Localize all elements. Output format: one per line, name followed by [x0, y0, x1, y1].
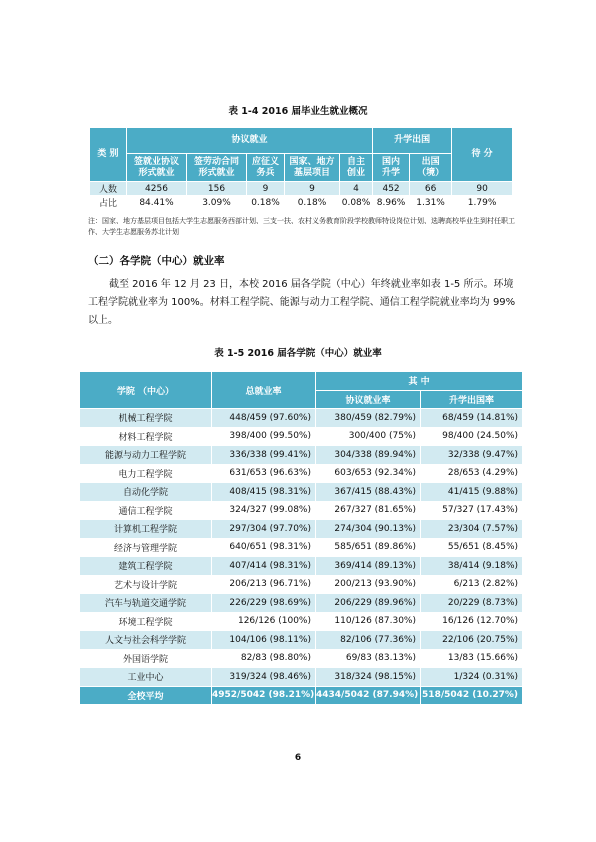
table-row	[80, 464, 523, 483]
rate-cell: 380/459 (82.79%)	[316, 409, 421, 428]
rate-cell: 1/324 (0.31%)	[421, 668, 523, 687]
college-name-cell: 外国语学院	[80, 649, 212, 668]
rate-cell: 69/83 (83.13%)	[316, 649, 421, 668]
cell: 4	[340, 182, 373, 196]
rate-cell: 206/213 (96.71%)	[212, 575, 316, 594]
rate-cell: 38/414 (9.18%)	[421, 557, 523, 576]
agreement-header: 协议就业	[127, 128, 373, 154]
table-row	[80, 557, 523, 576]
cell: 90	[452, 182, 513, 196]
rate-cell: 126/126 (100%)	[212, 612, 316, 631]
table-row	[90, 182, 513, 196]
rate-cell: 398/400 (99.50%)	[212, 427, 316, 446]
cell: 0.08%	[340, 196, 373, 210]
table-1-5-caption: 表 1-5 2016 届各学院（中心）就业率	[214, 348, 382, 359]
further-study-header: 升学出国	[373, 128, 452, 154]
rate-cell: 631/653 (96.63%)	[212, 464, 316, 483]
total-rate-cell: 4952/5042 (98.21%)	[212, 686, 316, 705]
further-rate-header: 升学出国率	[421, 390, 523, 409]
college-name-cell: 自动化学院	[80, 483, 212, 502]
table-row	[80, 538, 523, 557]
college-name-cell: 人文与社会科学学院	[80, 631, 212, 650]
cell: 9	[285, 182, 340, 196]
among-header: 其 中	[316, 372, 523, 391]
college-name-cell: 计算机工程学院	[80, 520, 212, 539]
rate-cell: 336/338 (99.41%)	[212, 446, 316, 465]
cell: 156	[187, 182, 247, 196]
sub-header: 应征义务兵	[247, 154, 285, 182]
cell: 9	[247, 182, 285, 196]
rate-cell: 98/400 (24.50%)	[421, 427, 523, 446]
rate-cell: 369/414 (89.13%)	[316, 557, 421, 576]
college-name-cell: 经济与管理学院	[80, 538, 212, 557]
table-row	[80, 631, 523, 650]
cell: 452	[373, 182, 410, 196]
total-rate-header: 总就业率	[212, 372, 316, 409]
rate-cell: 104/106 (98.11%)	[212, 631, 316, 650]
sub-header: 国家、地方基层项目	[285, 154, 340, 182]
sub-header: 签就业协议形式就业	[127, 154, 187, 182]
rate-cell: 324/327 (99.08%)	[212, 501, 316, 520]
rate-cell: 300/400 (75%)	[316, 427, 421, 446]
rate-cell: 57/327 (17.43%)	[421, 501, 523, 520]
sub-header: 出国（境）	[410, 154, 452, 182]
rate-cell: 6/213 (2.82%)	[421, 575, 523, 594]
rate-cell: 367/415 (88.43%)	[316, 483, 421, 502]
cell: 1.79%	[452, 196, 513, 210]
college-name-cell: 机械工程学院	[80, 409, 212, 428]
college-name-cell: 材料工程学院	[80, 427, 212, 446]
rate-cell: 68/459 (14.81%)	[421, 409, 523, 428]
cell: 1.31%	[410, 196, 452, 210]
table-row	[80, 649, 523, 668]
rate-cell: 110/126 (87.30%)	[316, 612, 421, 631]
row-label: 占比	[90, 196, 127, 210]
college-employment-table	[79, 371, 523, 705]
rate-cell: 28/653 (4.29%)	[421, 464, 523, 483]
college-name-cell: 工业中心	[80, 668, 212, 687]
category-header: 类 别	[90, 128, 127, 182]
college-name-cell: 建筑工程学院	[80, 557, 212, 576]
rate-cell: 82/106 (77.36%)	[316, 631, 421, 650]
cell: 66	[410, 182, 452, 196]
rate-cell: 32/338 (9.47%)	[421, 446, 523, 465]
rate-cell: 55/651 (8.45%)	[421, 538, 523, 557]
sub-header: 国内升学	[373, 154, 410, 182]
rate-cell: 13/83 (15.66%)	[421, 649, 523, 668]
cell: 8.96%	[373, 196, 410, 210]
body-paragraph: 截至 2016 年 12 月 23 日，本校 2016 届各学院（中心）年终就业率如表 1-5 所示。环境工程学院就业率为 100%。材料工程学院、能源与动力工程学院、通信工程学院就业率均为 99%以上。	[88, 279, 516, 326]
rate-cell: 206/229 (89.96%)	[316, 594, 421, 613]
rate-cell: 603/653 (92.34%)	[316, 464, 421, 483]
rate-cell: 585/651 (89.86%)	[316, 538, 421, 557]
rate-cell: 640/651 (98.31%)	[212, 538, 316, 557]
sub-header: 签劳动合同形式就业	[187, 154, 247, 182]
table-row	[80, 575, 523, 594]
college-name-cell: 环境工程学院	[80, 612, 212, 631]
rate-cell: 274/304 (90.13%)	[316, 520, 421, 539]
rate-cell: 22/106 (20.75%)	[421, 631, 523, 650]
rate-cell: 297/304 (97.70%)	[212, 520, 316, 539]
college-header: 学院 （中心）	[80, 372, 212, 409]
table-row	[80, 446, 523, 465]
rate-cell: 82/83 (98.80%)	[212, 649, 316, 668]
table-row	[80, 668, 523, 687]
college-name-cell: 通信工程学院	[80, 501, 212, 520]
rate-cell: 41/415 (9.88%)	[421, 483, 523, 502]
table-row	[80, 612, 523, 631]
cell: 3.09%	[187, 196, 247, 210]
sub-header: 自主创业	[340, 154, 373, 182]
rate-cell: 23/304 (7.57%)	[421, 520, 523, 539]
table-row	[80, 520, 523, 539]
row-label: 人数	[90, 182, 127, 196]
rate-cell: 318/324 (98.15%)	[316, 668, 421, 687]
page-number: 6	[294, 753, 302, 763]
table-row	[80, 483, 523, 502]
rate-cell: 304/338 (89.94%)	[316, 446, 421, 465]
employment-overview-table	[89, 127, 513, 210]
agreement-rate-header: 协议就业率	[316, 390, 421, 409]
total-rate-cell: 518/5042 (10.27%)	[421, 686, 523, 705]
rate-cell: 200/213 (93.90%)	[316, 575, 421, 594]
total-row	[80, 686, 523, 705]
table-row	[80, 427, 523, 446]
college-name-cell: 汽车与轨道交通学院	[80, 594, 212, 613]
table-note: 注：国家、地方基层项目包括大学生志愿服务西部计划、三支一扶、农村义务教育阶段学校教师特设岗位计划、选聘高校毕业生到村任职工作、大学生志愿服务苏北计划	[88, 217, 515, 236]
cell: 0.18%	[285, 196, 340, 210]
table-row	[80, 594, 523, 613]
rate-cell: 448/459 (97.60%)	[212, 409, 316, 428]
rate-cell: 407/414 (98.31%)	[212, 557, 316, 576]
rate-cell: 408/415 (98.31%)	[212, 483, 316, 502]
rate-cell: 319/324 (98.46%)	[212, 668, 316, 687]
college-name-cell: 能源与动力工程学院	[80, 446, 212, 465]
table-1-4-caption: 表 1-4 2016 届毕业生就业概况	[228, 106, 368, 117]
total-label-cell: 全校平均	[80, 686, 212, 705]
pending-header: 待 分	[452, 128, 513, 182]
rate-cell: 226/229 (98.69%)	[212, 594, 316, 613]
college-name-cell: 艺术与设计学院	[80, 575, 212, 594]
cell: 4256	[127, 182, 187, 196]
table-row	[90, 196, 513, 210]
cell: 0.18%	[247, 196, 285, 210]
total-rate-cell: 4434/5042 (87.94%)	[316, 686, 421, 705]
cell: 84.41%	[127, 196, 187, 210]
section-title: （二）各学院（中心）就业率	[88, 255, 225, 267]
rate-cell: 267/327 (81.65%)	[316, 501, 421, 520]
table-row	[80, 501, 523, 520]
rate-cell: 20/229 (8.73%)	[421, 594, 523, 613]
college-name-cell: 电力工程学院	[80, 464, 212, 483]
rate-cell: 16/126 (12.70%)	[421, 612, 523, 631]
table-row	[80, 409, 523, 428]
